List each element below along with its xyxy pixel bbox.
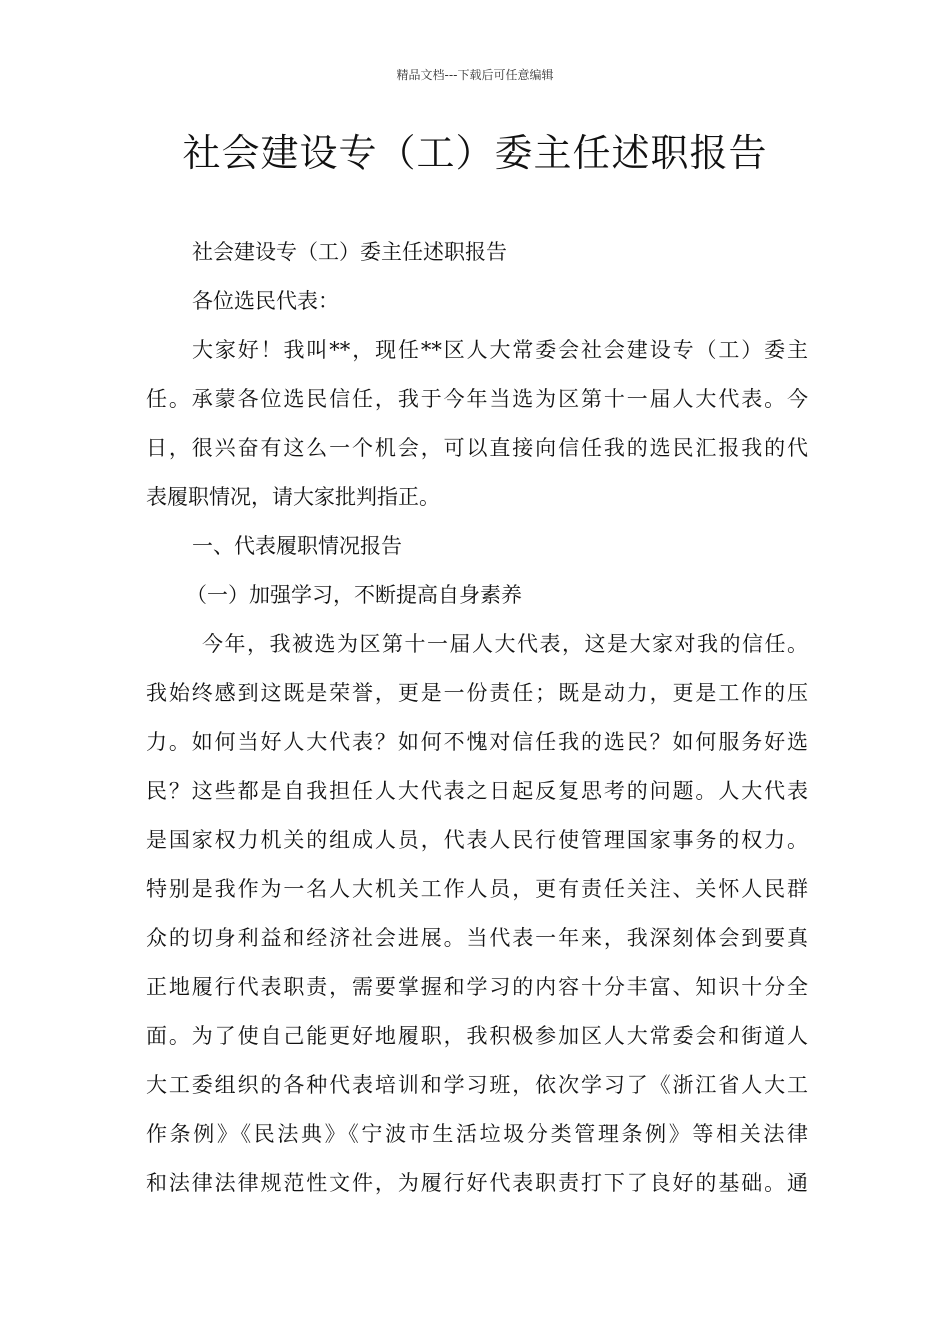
text-line: 任。承蒙各位选民信任，我于今年当选为区第十一届人大代表。今 <box>146 387 808 411</box>
text-line: 大家好！我叫**，现任**区人大常委会社会建设专（工）委主 <box>192 338 808 362</box>
text-line: 是国家权力机关的组成人员，代表人民行使管理国家事务的权力。 <box>146 828 808 852</box>
text-line: 力。如何当好人大代表？如何不愧对信任我的选民？如何服务好选 <box>146 730 808 754</box>
text-line: 正地履行代表职责，需要掌握和学习的内容十分丰富、知识十分全 <box>146 975 808 999</box>
text-line: 特别是我作为一名人大机关工作人员，更有责任关注、关怀人民群 <box>146 877 808 901</box>
text-line: 今年，我被选为区第十一届人大代表，这是大家对我的信任。 <box>202 632 808 656</box>
text-line: 众的切身利益和经济社会进展。当代表一年来，我深刻体会到要真 <box>146 926 808 950</box>
text-line: 我始终感到这既是荣誉，更是一份责任；既是动力，更是工作的压 <box>146 681 808 705</box>
text-line: 社会建设专（工）委主任述职报告 <box>192 240 507 264</box>
text-line: 民？这些都是自我担任人大代表之日起反复思考的问题。人大代表 <box>146 779 808 803</box>
text-line: 和法律法律规范性文件，为履行好代表职责打下了良好的基础。通 <box>146 1171 808 1195</box>
text-line: 大工委组织的各种代表培训和学习班，依次学习了《浙江省人大工 <box>146 1073 808 1097</box>
text-line: 面。为了使自己能更好地履职，我积极参加区人大常委会和街道人 <box>146 1024 808 1048</box>
document-title: 社会建设专（工）委主任述职报告 <box>182 131 768 175</box>
header-note: 精品文档---下载后可任意编辑 <box>396 68 554 82</box>
text-line: 作条例》《民法典》《宁波市生活垃圾分类管理条例》等相关法律 <box>146 1122 808 1146</box>
subsection-heading: （一）加强学习，不断提高自身素养 <box>186 583 522 607</box>
section-heading: 一、代表履职情况报告 <box>192 534 402 558</box>
text-line: 日，很兴奋有这么一个机会，可以直接向信任我的选民汇报我的代 <box>146 436 808 460</box>
text-line: 表履职情况，请大家批判指正。 <box>146 485 440 509</box>
text-line: 各位选民代表： <box>192 289 339 313</box>
document-body <box>146 228 808 1208</box>
